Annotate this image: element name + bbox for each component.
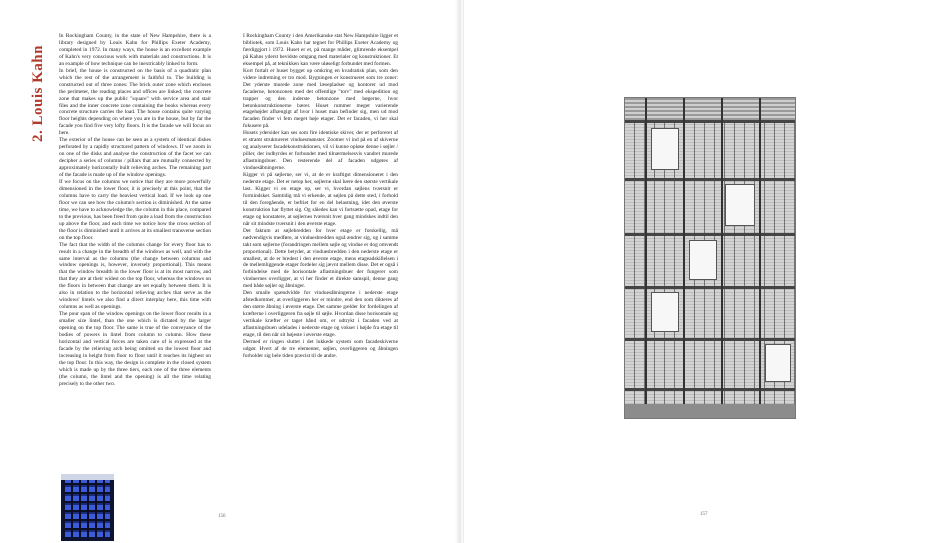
building-photo <box>61 474 114 541</box>
english-paragraph: In brief, the house is constructed on the basis of a quadratic plan which the rest of the arrangement is faithful to. The building is constructed out of three zones: The brick outer zone which encloses the perimeter, the reading places and offices are linked; the concrete zone that makes up the public "square" with service area and stair files and the inner concrete zone containing the books whereas every concrete structure carries the load. The house contains quite varying floor heights depending on where you are in the house, but by far the facade you find five very lofty floors. It is the facade we will focus on here. <box>59 67 211 137</box>
page-fold <box>463 0 464 543</box>
english-paragraph: In Rockingham County, in the state of New Hampshire, there is a library designed by Louis Kahn for Phillips Exeter Academy, completed in 1972. In many ways, the house is an excellent example of Kahn's very conscious work with materials and constructions. It is an example of how technique can be inextricably linked to form. <box>59 33 211 67</box>
danish-paragraph: Kort fortalt er huset bygget op omkring en kvadratisk plan, som den videre indretning er tro mod. Bygningen er konstrueret som tre zoner: Det yderste murede zone med læsepladser og kontorer ud mod facaderne, betonzonen med det offentlige "torv" med ekspedition og trapper og den inderste betonzone med bøgerne, hvor betonkonstruktionerne bærer. Huset rummer meget varierende etagehøjder afhængigt af hvor i huset man befinder sig, men ud mod facaden finder vi fem meget høje etager. Det er facaden, vi her skal fokusere på. <box>243 67 398 130</box>
column-line <box>683 98 685 418</box>
window-opening <box>765 344 791 382</box>
column-line <box>721 98 723 418</box>
chapter-title-text: 2. Louis Kahn <box>29 44 46 142</box>
english-paragraph: The fact that the width of the columns change for every floor has to result in a change in the breadth of the windows as well, and with the same interval as the columns (the change between columns and window openings is, however, inversely proportional). This means that the window breadth in the lower floor is at its most narrow, and that they are at their widest on the top floor, whereas the windows on the floors in between that change are set equally between them. It is also in relation to the horizontal relieving arches that serve as the windows' lintels we also find a direct interplay here, this time with columns as well as openings. <box>59 241 211 311</box>
english-text-column <box>59 33 211 473</box>
elevation-roof-band <box>625 98 795 120</box>
danish-paragraph: Husets ydersider kan ses som fire identiske skiver, der er perforeret af et stramt struktureret vinduesmønster. Zoomer vi ind på en af skiverne og analyserer facadekonstruktionen, vil vi kunne opløse denne i søjler / piller, der indbyrdes er forbundet med tilnærmelsesvis vandret murede aflastningsbuer. Den resterende del af facaden udgøres af vinduesåbningerne. <box>243 130 398 172</box>
photo-facade-grid <box>65 480 110 537</box>
floor-line <box>625 286 795 289</box>
english-paragraph: The pour span of the window openings on the lower floor results in a smaller size lintel, than the one which is dictated by the larger opening on the top floor. The same is true of the conveyance of the bodies of powers in lintel from column to column. How these horizontal and vertical forces are taken care of is expressed at the facade by the relieving arch being omitted on the lowest floor and increasing in height from floor to floor until it reaches its highest on the top floor. In this way, the design is complete in the closed system which is made up by the three tiers, each one of the three elements (the column, the lintel and the opening) is all the time relating precisely to the other two. <box>59 311 211 387</box>
window-opening <box>689 240 717 280</box>
floor-line <box>625 233 795 236</box>
danish-paragraph: I Rockingham County i den Amerikanske stat New Hampshire ligger et bibliotek, som Louis Kahn har tegnet for Phillips Exeter Academy og færdiggjort i 1972. Huset er et, på mange måder, glimrende eksempel på Kahns yderst bevidste omgang med materialer og konstruktioner. Et eksempel på, at teknikken kan være uløseligt forbundet med formen. <box>243 33 398 67</box>
danish-paragraph: Det faktum at søjlebredden for hver etage er forskellig, må nødvendigvis medføre, at vinduesbredden også ændrer sig, og i samme takt som søjlerne (forandringen mellem søjle og vindue er dog omvendt proportional). Dette betyder, at vinduesbredden i den nederste etage er smallest, at de er bredest i den øverste etage, mens etageadskillelsen i de mellemliggende etager fordeler sig jævnt mellem disse. Det er også i forbindelse med de horisontale aflastningsbuer der fungerer som vinduernes overligger, at vi her finder et direkte samspil, denne gang med både søjler og åbninger. <box>243 227 398 290</box>
floor-line <box>625 388 795 391</box>
window-opening <box>651 128 679 170</box>
english-paragraph: The exterior of the house can be seen as a system of identical dishes perforated by a rapidly structured pattern of windows. If we zoom in on one of the disks and analyse the construction of the facet we can decipher a series of columns / pillars that are mutually connected by approximately horizontally built relieving arches. The remaining part of the facade is made up of the window openings. <box>59 137 211 179</box>
column-line <box>759 98 761 418</box>
danish-paragraph: Kigger vi på søjlerne, ser vi, at de er kraftigst dimensioneret i den nederste etage. Det er netop her, søjlerne skal bære den største vertikale last. Kigger vi en etage op, ser vi, hvordan søjlens tværsnit er formindsket. Samtidig må vi erkende, at søjlen på dette sted, i forhold til den foregående, er befriet for en del belastning, idet den øverste konstruktion har flyttet sig. Og således kan vi fortsætte opad, etage for etage og konstatere, at søjlernes tværsnit hver gang mindskes indtil den når sit mindste tværsnit i den øverste etage. <box>243 172 398 227</box>
floor-line <box>625 338 795 341</box>
floor-line <box>625 178 795 181</box>
danish-paragraph: Den smalle spændvidde for vinduesåbningerne i nederste etage afstedkommer, at overliggeren her er mindre, end den som dikteres af den større åbning i øverste etage. Det samme gælder for fordelingen af kræfterne i overliggeren fra søjle til søjle. Hvordan disse horisontale og vertikale kræfter er taget hånd om, er udtrykt i facaden ved at aflastningsbuen udelades i nederste etage og vokser i højde fra etage til etage, til den når sit højeste i øverste etage. <box>243 290 398 338</box>
window-opening <box>651 292 679 332</box>
right-page-number: 157 <box>700 512 708 517</box>
facade-elevation-drawing <box>624 97 796 419</box>
danish-paragraph: Dermed er ringen sluttet i det lukkede system som facadeskiverne udgør. Hvert af de tre elementer, søjlen, overliggeren og åbningen forholder sig hele tiden præcist til de andre. <box>243 338 398 359</box>
column-line <box>645 98 647 418</box>
english-paragraph: If we focus on the columns we notice that they are more powerfully dimensioned in the lower floor, it is precisely at this point, that the columns have to carry the heaviest vertical load. If we look up one floor we can see how the column's section is diminished. At the same time, we have to acknowledge the, the column in this place, compared to the previous, has been freed from quite a load from the construction up above the floor, and each time we notice how the cross section of the floor is diminished until it arrives at its smallest transverse section on the top floor. <box>59 179 211 241</box>
chapter-title <box>27 30 49 156</box>
danish-text-column <box>243 33 398 475</box>
floor-line <box>625 120 795 123</box>
window-opening <box>725 184 755 226</box>
book-gutter <box>455 0 463 543</box>
left-page-number: 156 <box>218 514 226 519</box>
elevation-base <box>625 404 795 418</box>
